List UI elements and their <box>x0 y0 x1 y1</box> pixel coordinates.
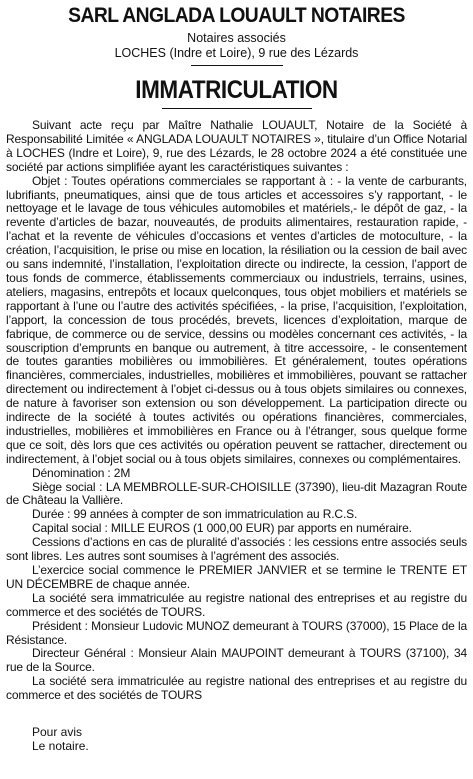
notice-heading: IMMATRICULATION <box>135 76 338 104</box>
paragraph-general-director: Directeur Général : Monsieur Alain MAUPOINT demeurant à TOURS (37100), 34 rue de la Source. <box>6 646 467 675</box>
closing-line: Pour avis <box>32 725 83 740</box>
firm-title: SARL ANGLADA LOUAULT NOTAIRES <box>68 4 405 27</box>
firm-address: LOCHES (Indre et Loire), 9 rue des Lézards <box>114 46 359 60</box>
heading-divider <box>162 108 312 109</box>
paragraph-deed: Suivant acte reçu par Maître Nathalie LOUAULT, Notaire de la Société à Responsabilité Limitée « ANGLADA LOUAULT NOTAIRES », titulaire d’un Office Notarial à LOCHES (Indre et Loire), 9, rue des Lézards, le 28 octobre 2024 a été constituée une société par actions simplifiée ayant les caractéristiques suivantes : <box>6 118 467 174</box>
signature-line: Le notaire. <box>32 739 89 754</box>
paragraph-registered-office: Siège social : LA MEMBROLLE-SUR-CHOISILLE (37390), lieu-dit Mazagran Route de Château la Vallière. <box>6 479 467 508</box>
paragraph-president: Président : Monsieur Ludovic MUNOZ demeurant à TOURS (37000), 15 Place de la Résistance. <box>6 618 467 647</box>
paragraph-object: Objet : Toutes opérations commerciales se rapportant à : - la vente de carburants, lubrifiants, pneumatiques, ainsi que de tous articles et accessoires s’y rapportant, - le nettoyage et le lavage de tous véhicules automobiles et matériels,- le dépôt de gaz, - la revente d’articles de bazar, nouveautés, de produits alimentaires, restauration rapide, - l’achat et la revente de véhicules d’occasions et ventes d’articles de motoculture, - la création, l’acquisition, le prise ou mise en location, la résiliation ou la cession de bail avec ou sans indemnité, l’installation, l’exploitation directe ou indirecte, la cession, l’apport de tous fonds de commerce, établissements commerciaux ou industriels, terrains, usines, ateliers, magasins, entrepôts et locaux quelconques, tous objet mobiliers et matériels se rapportant à l’une ou l’autre des activités spécifiées, - la prise, l’acquisition, l’exploitation, l’apport, la concession de tous procédés, brevets, licences d’exploitation, marque de fabrique, de commerce ou de service, dessins ou modèles concernant ces activités, - la souscription d’emprunts en banque ou autrement, à titre accessoire, - le consentement de toutes garanties mobilières ou immobilières. Et généralement, toutes opérations financières, commerciales, industrielles, mobilières et immobilières, pouvant se rattacher directement ou indirectement à l’objet ci-dessus ou à tous objets similaires ou connexes, de nature à favoriser son extension ou son développement. La participation directe ou indirecte de la société à toutes activités ou opérations financières, commerciales, industrielles, mobilières et immobilières en France ou à l’étranger, sous quelque forme que ce soit, dès lors que ces activités ou opération peuvent se rattacher, directement ou indirectement, à l’objet social ou à tous objets similaires, connexes ou complémentaires. <box>6 173 467 466</box>
paragraph-registration: La société sera immatriculée au registre national des entreprises et au registre du commerce et des sociétés de TOURS. <box>6 590 467 619</box>
paragraph-name: Dénomination : 2M <box>32 465 131 480</box>
paragraph-share-transfers: Cessions d’actions en cas de pluralité d’associés : les cessions entre associés seuls sont libres. Les autres sont soumises à l’agrément des associés. <box>6 535 467 564</box>
header-divider <box>191 65 283 66</box>
signature-block <box>6 725 467 753</box>
paragraph-fiscal-year: L’exercice social commence le PREMIER JANVIER et se termine le TRENTE ET UN DÉCEMBRE de chaque année. <box>6 563 467 591</box>
firm-subtitle: Notaires associés <box>187 31 286 45</box>
paragraph-capital: Capital social : MILLE EUROS (1 000,00 EUR) par apports en numéraire. <box>32 521 412 536</box>
notice-body <box>6 119 467 703</box>
paragraph-duration: Durée : 99 années à compter de son immatriculation au R.C.S. <box>32 507 358 522</box>
paragraph-registration-repeat: La société sera immatriculée au registre national des entreprises et au registre du commerce et des sociétés de TOURS <box>6 674 467 703</box>
